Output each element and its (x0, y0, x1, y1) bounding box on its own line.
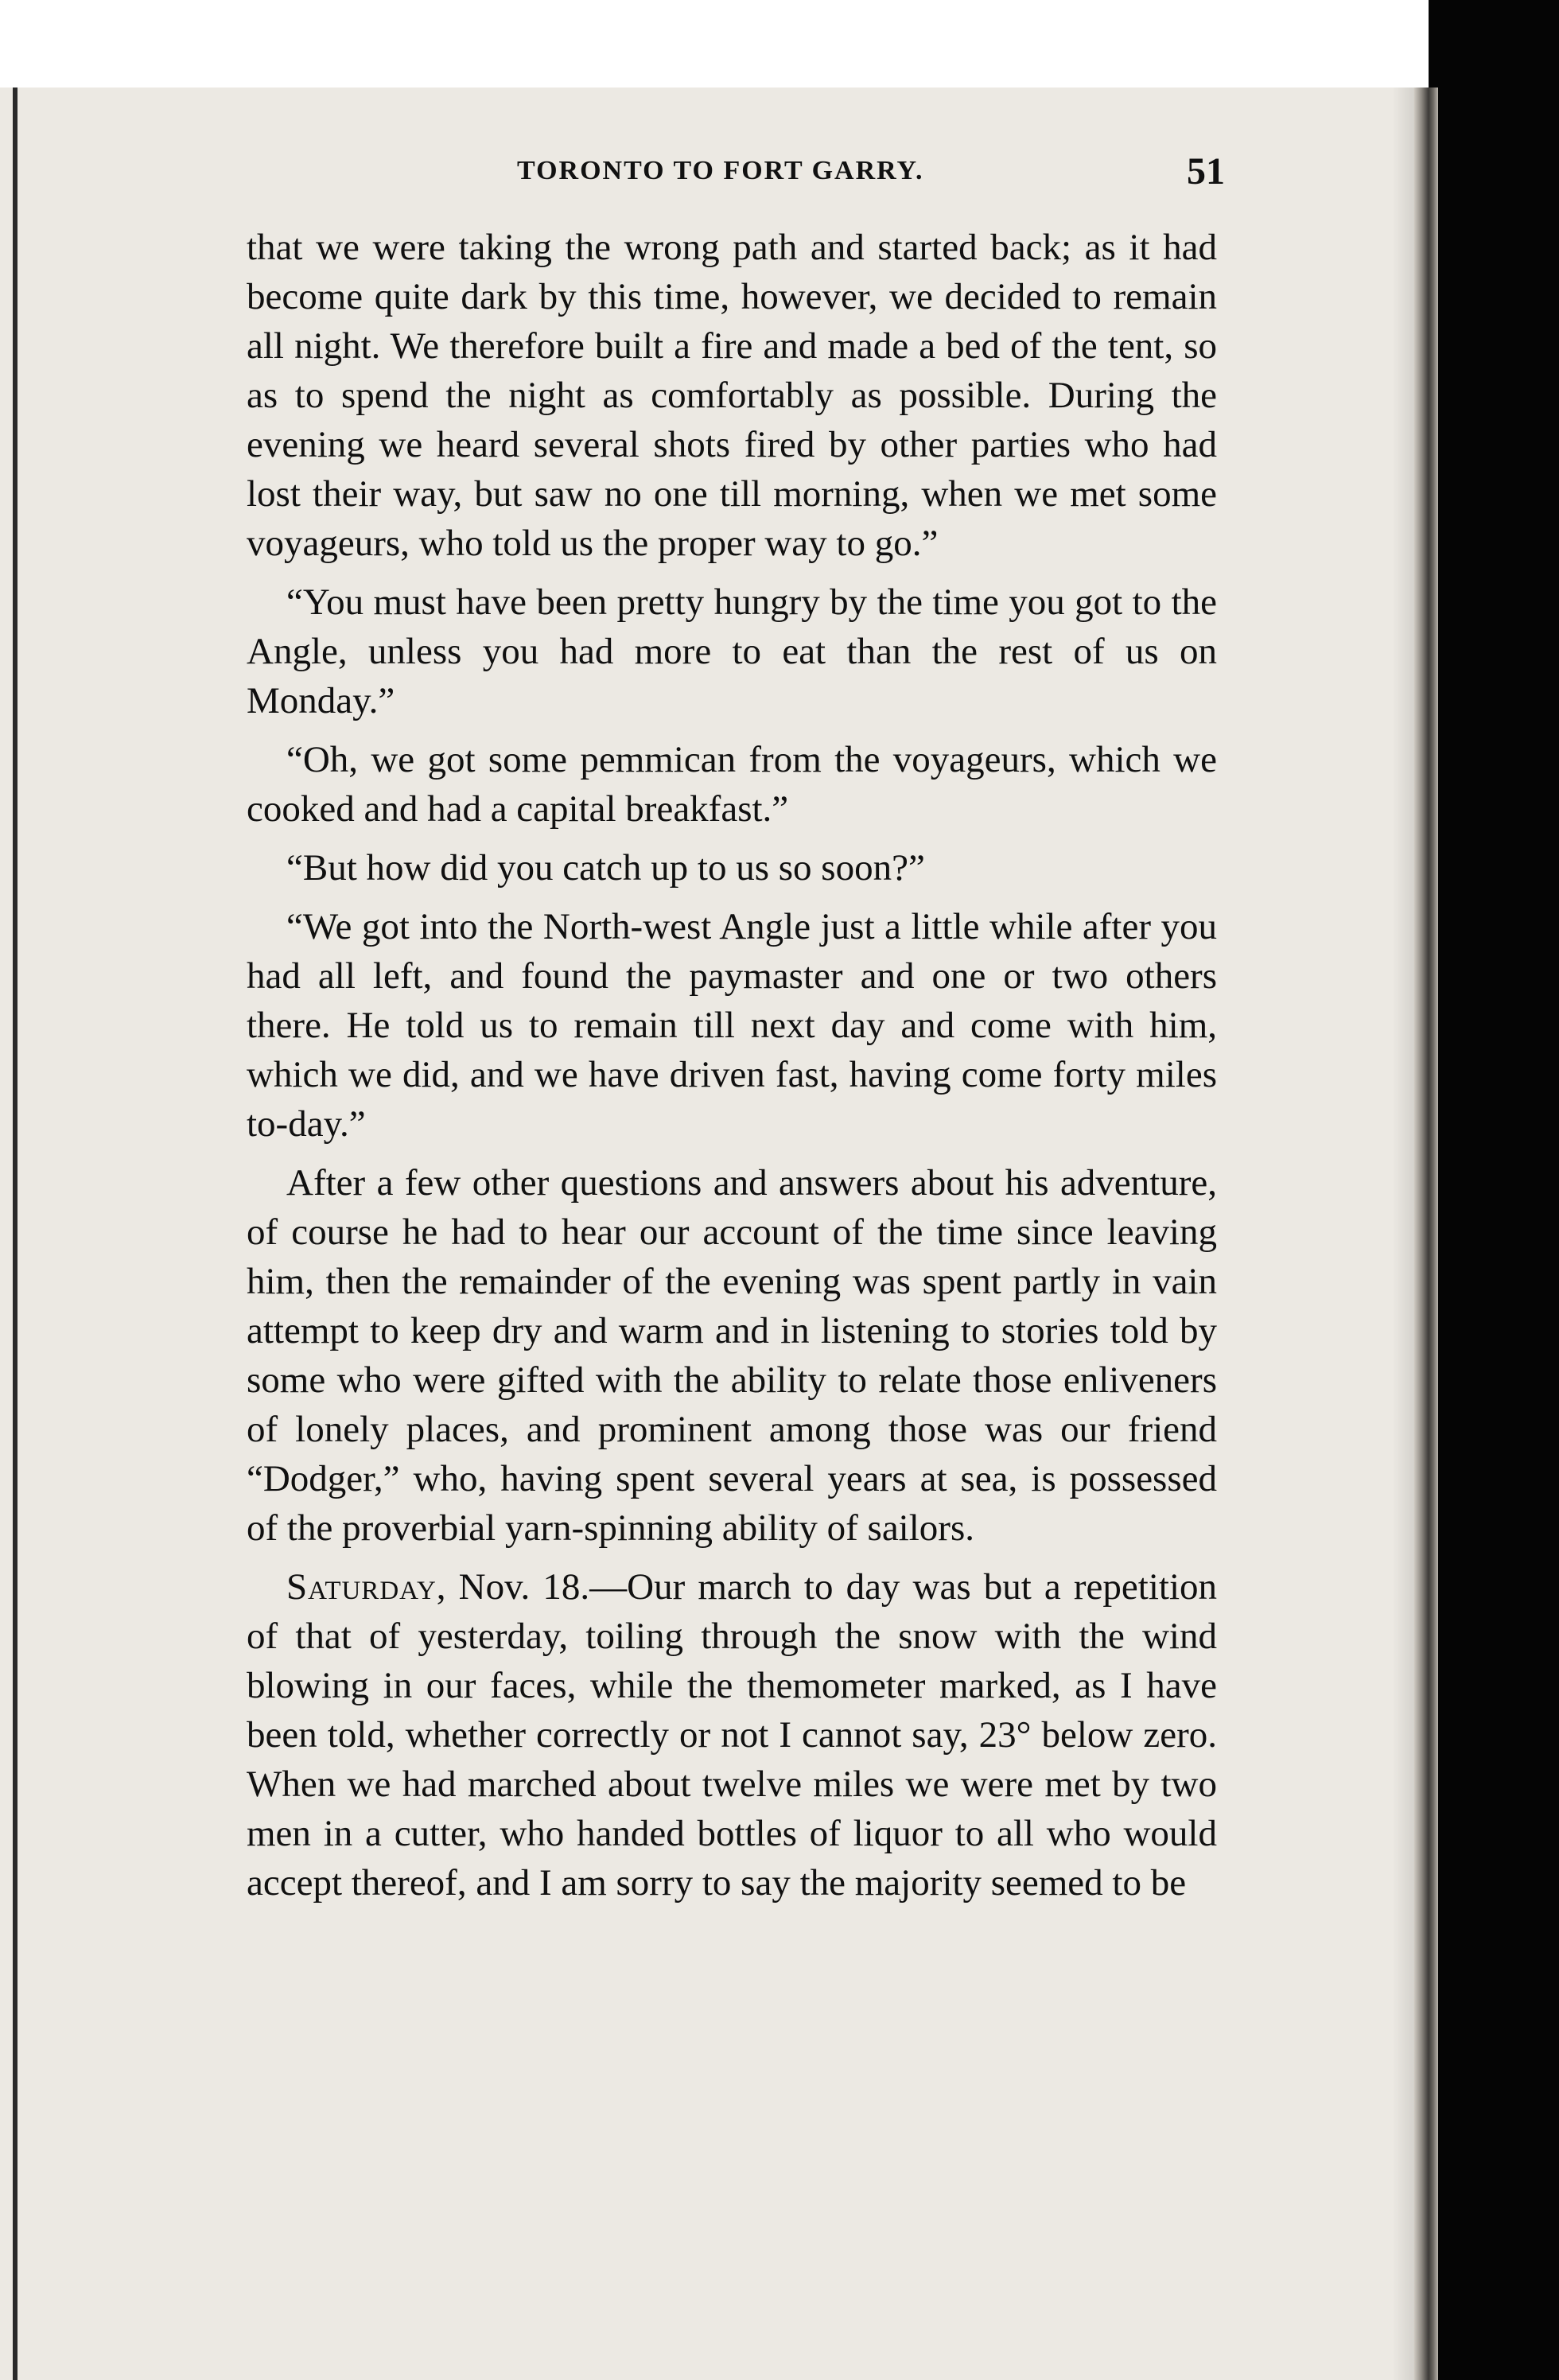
paragraph-continuation: that we were taking the wrong path and started back; as it had become quite dark by this time, however, we decided to remain all night. We therefore built a fire and made a bed of the tent, so as to spend the night as comfortably as possible. During the evening we heard several shots fired by other parties who had lost their way, but saw no one till morning, when we met some voyageurs, who told us the proper way to go.” (247, 227, 1217, 564)
page-header (247, 150, 1225, 205)
book-page-scan (0, 88, 1438, 2380)
paragraph-dialogue-hungry: “You must have been pretty hungry by the time you got to the Angle, unless you had more to eat than the rest of us on Monday.” (247, 581, 1217, 721)
page-number: 51 (1187, 150, 1225, 192)
paragraph-dialogue-catch-up: “But how did you catch up to us so soon?” (286, 847, 925, 889)
body-text (247, 223, 1217, 1917)
paragraph-evening-stories: After a few other questions and answers about his adventure, of course he had to hear our account of the time since leaving him, then the remainder of the evening was spent partly in vain attempt to keep dry and warm and in listening to stories told by some who were gifted with the ability to relate those enliveners of lonely places, and prominent among those was our friend “Dodger,” who, having spent several years at sea, is possessed of the proverbial yarn-spinning ability of sailors. (247, 1162, 1217, 1549)
running-head: TORONTO TO FORT GARRY. (517, 156, 924, 185)
day-lead: Saturday (286, 1566, 437, 1608)
paragraph-saturday-entry (247, 1562, 1217, 1908)
paragraph-dialogue-pemmican: “Oh, we got some pemmican from the voyageurs, which we cooked and had a capital breakfast.” (247, 739, 1217, 830)
page-left-edge (13, 88, 17, 2380)
paragraph-dialogue-north-west-angle: “We got into the North-west Angle just a little while after you had all left, and found the paymaster and one or two others there. He told us to remain till next day and come with him, which we did, and we have driven fast, having come forty miles to-day.” (247, 906, 1217, 1145)
saturday-entry-text: , Nov. 18.—Our march to day was but a repetition of that of yesterday, toiling through the snow with the wind blowing in our faces, while the themometer marked, as I have been told, whether correctly or not I cannot say, 23° below zero. When we had marched about twelve miles we were met by two men in a cutter, who handed bottles of liquor to all who would accept thereof, and I am sorry to say the majority seemed to be (247, 1566, 1217, 1904)
page-gutter (1414, 88, 1438, 2380)
page-fold-shadow (1392, 88, 1414, 2380)
scan-background-right (1429, 0, 1559, 2380)
